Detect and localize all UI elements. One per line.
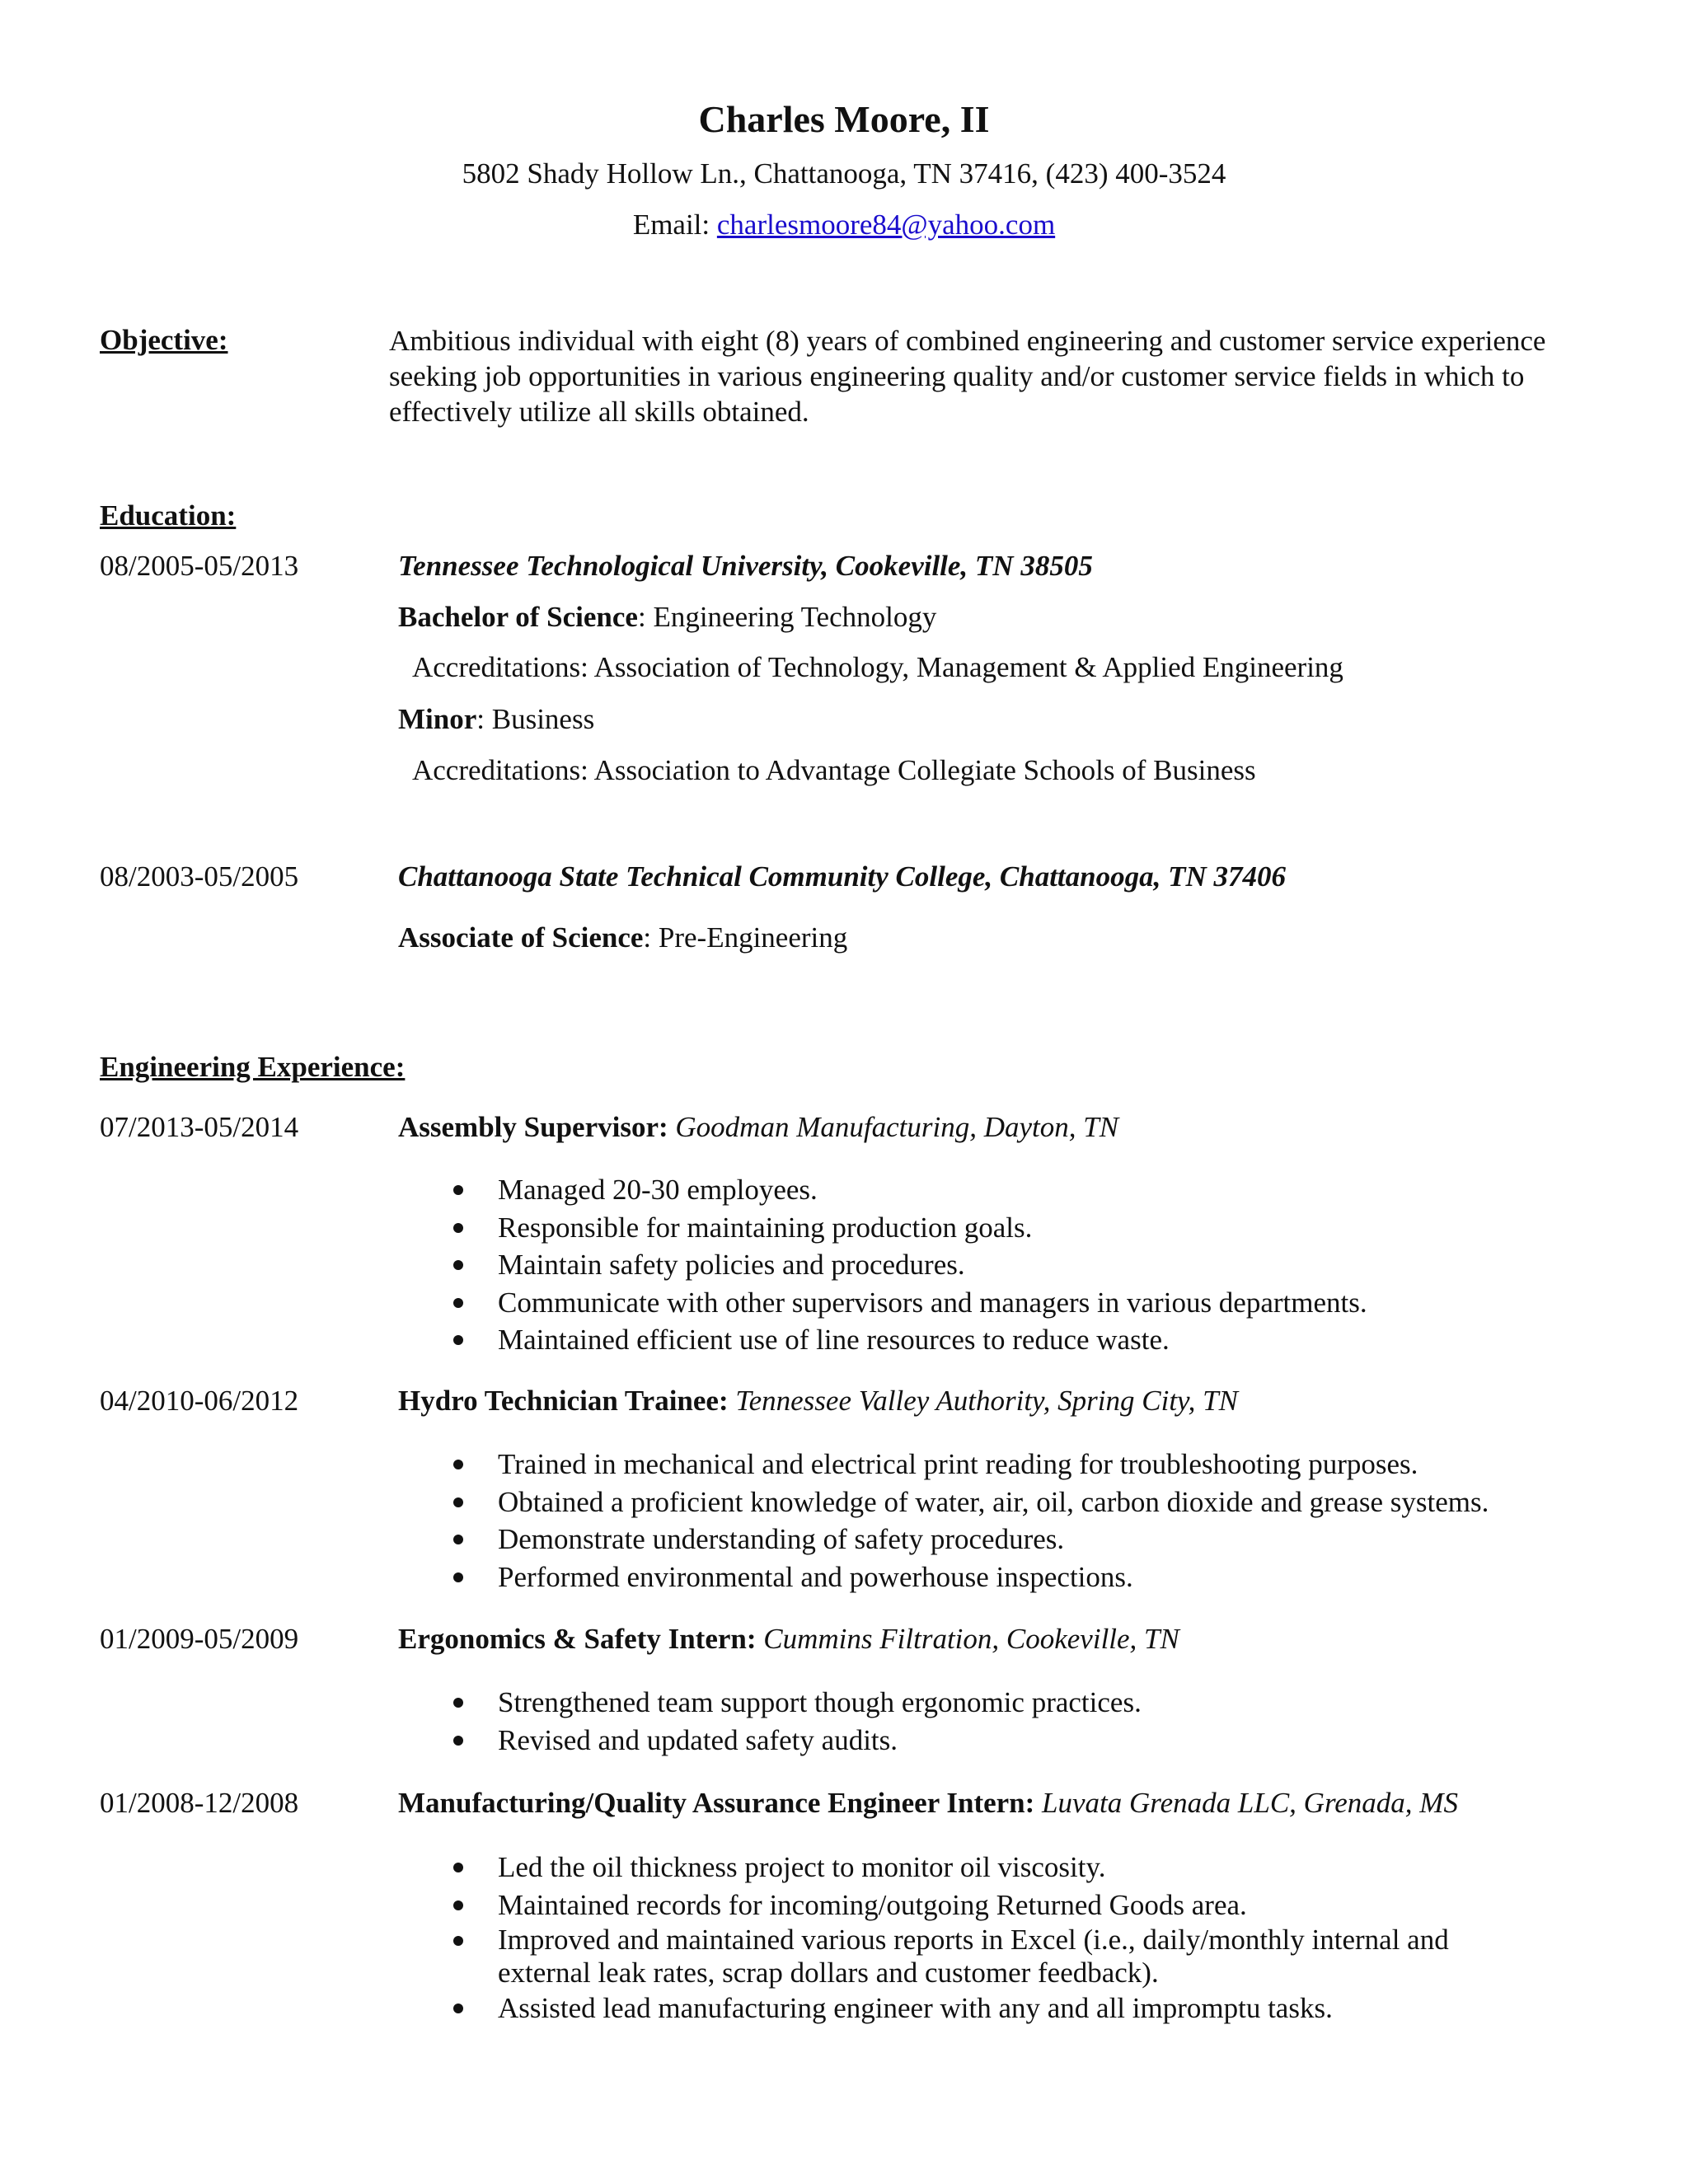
bullet-icon — [453, 1736, 463, 1746]
bullet-icon — [453, 1572, 463, 1582]
list-item: Maintain safety policies and procedures. — [0, 1246, 1367, 1284]
bullet-icon — [453, 2004, 463, 2013]
bullet-icon — [453, 1863, 463, 1872]
degree-value: : Engineering Technology — [637, 601, 937, 633]
job-bullets-1 — [0, 1171, 1367, 1359]
education-school-2: Chattanooga State Technical Community College, Chattanooga, TN 37406 — [398, 860, 1287, 893]
contact-email-line — [0, 208, 1688, 242]
job-title-line-2 — [398, 1384, 1238, 1418]
list-item: Assisted lead manufacturing engineer with any and all impromptu tasks. — [0, 1990, 1520, 2027]
bullet-icon — [453, 1535, 463, 1544]
job-title-line-4 — [398, 1786, 1458, 1821]
job-dates-1: 07/2013-05/2014 — [100, 1111, 299, 1143]
education-degree-2 — [398, 921, 847, 955]
resume-name: Charles Moore, II — [698, 98, 990, 140]
experience-heading: Engineering Experience: — [100, 1051, 406, 1083]
bullet-icon — [453, 1335, 463, 1345]
bullet-icon — [453, 1260, 463, 1270]
degree-value: : Pre-Engineering — [643, 921, 848, 954]
bullet-icon — [453, 1298, 463, 1308]
education-dates-1: 08/2005-05/2013 — [100, 550, 299, 582]
bullet-icon — [453, 1185, 463, 1195]
objective-heading: Objective: — [100, 324, 228, 356]
bullet-icon — [453, 1223, 463, 1233]
objective-text: Ambitious individual with eight (8) years of combined engineering and customer service experience seeking job opportunities in various engineering quality and/or customer service fields in which to effectively utilize all skills obtained. — [389, 325, 1546, 428]
list-item: Maintained efficient use of line resources to reduce waste. — [0, 1321, 1367, 1359]
list-item: Led the oil thickness project to monitor oil viscosity. — [0, 1849, 1520, 1886]
list-item: Strengthened team support though ergonomic practices. — [0, 1684, 1142, 1722]
education-heading: Education: — [100, 499, 237, 532]
education-minor — [398, 702, 594, 737]
job-dates-4: 01/2008-12/2008 — [100, 1787, 299, 1819]
minor-label: Minor — [398, 703, 477, 735]
bullet-icon — [453, 1460, 463, 1469]
job-employer: Tennessee Valley Authority, Spring City, TN — [735, 1385, 1238, 1417]
job-title: Assembly Supervisor: — [398, 1111, 668, 1143]
degree-label: Bachelor of Science — [398, 601, 638, 633]
bullet-icon — [453, 1698, 463, 1708]
job-bullets-3 — [0, 1684, 1142, 1759]
job-employer: Luvata Grenada LLC, Grenada, MS — [1042, 1787, 1458, 1819]
job-title: Hydro Technician Trainee: — [398, 1385, 729, 1417]
list-item: Trained in mechanical and electrical print reading for troubleshooting purposes. — [0, 1446, 1489, 1483]
education-accreditation-1: Accreditations: Association of Technology, Management & Applied Engineering — [412, 651, 1343, 683]
job-dates-3: 01/2009-05/2009 — [100, 1623, 299, 1655]
list-item: Maintained records for incoming/outgoing Returned Goods area. — [0, 1886, 1520, 1924]
list-item: Responsible for maintaining production goals. — [0, 1209, 1367, 1247]
list-item: Demonstrate understanding of safety procedures. — [0, 1521, 1489, 1558]
job-bullets-2 — [0, 1446, 1489, 1596]
bullet-icon — [453, 1936, 463, 1946]
education-dates-2: 08/2003-05/2005 — [100, 860, 299, 893]
list-item: Improved and maintained various reports in Excel (i.e., daily/monthly internal and external leak rates, scrap dollars and customer feedback). — [0, 1924, 1520, 1990]
bullet-icon — [453, 1497, 463, 1507]
email-label: Email: — [632, 209, 710, 241]
job-dates-2: 04/2010-06/2012 — [100, 1385, 299, 1417]
list-item: Managed 20-30 employees. — [0, 1171, 1367, 1209]
list-item: Revised and updated safety audits. — [0, 1722, 1142, 1760]
contact-address: 5802 Shady Hollow Ln., Chattanooga, TN 37416, (423) 400-3524 — [462, 157, 1226, 190]
list-item: Performed environmental and powerhouse inspections. — [0, 1558, 1489, 1596]
education-degree-1 — [398, 600, 936, 635]
job-title-line-3 — [398, 1622, 1179, 1657]
education-accreditation-2: Accreditations: Association to Advantage Collegiate Schools of Business — [412, 754, 1256, 786]
list-item: Obtained a proficient knowledge of water, air, oil, carbon dioxide and grease systems. — [0, 1483, 1489, 1521]
education-school-1: Tennessee Technological University, Cookeville, TN 38505 — [398, 550, 1093, 582]
job-title: Manufacturing/Quality Assurance Engineer Intern: — [398, 1787, 1035, 1819]
job-employer: Goodman Manufacturing, Dayton, TN — [675, 1111, 1119, 1143]
job-title-line-1 — [398, 1110, 1118, 1145]
job-employer: Cummins Filtration, Cookeville, TN — [763, 1623, 1179, 1655]
job-bullets-4 — [0, 1849, 1520, 2027]
bullet-icon — [453, 1900, 463, 1910]
minor-value: : Business — [476, 703, 595, 735]
email-link[interactable]: charlesmoore84@yahoo.com — [716, 209, 1056, 241]
degree-label: Associate of Science — [398, 921, 644, 954]
job-title: Ergonomics & Safety Intern: — [398, 1623, 757, 1655]
list-item: Communicate with other supervisors and managers in various departments. — [0, 1284, 1367, 1322]
